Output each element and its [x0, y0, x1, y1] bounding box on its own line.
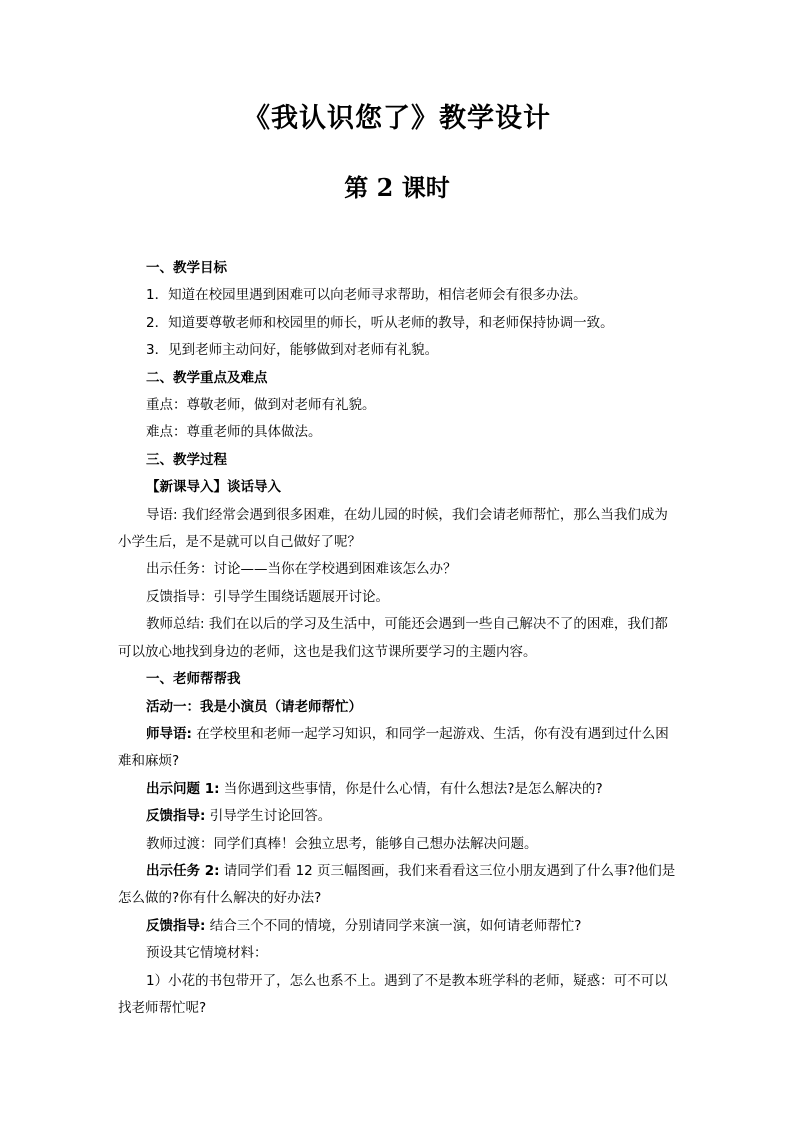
paragraph: [118, 968, 678, 1023]
paragraph: [118, 310, 678, 337]
paragraph-label: 出示问题 1:: [146, 780, 220, 797]
paragraph-text: 一、老师帮帮我: [146, 671, 241, 688]
section-heading: [118, 255, 678, 282]
paragraph-text: 3．见到老师主动问好，能够做到对老师有礼貌。: [146, 342, 439, 359]
paragraph-text: 教师总结: 我们在以后的学习及生活中，可能还会遇到一些自己解决不了的困难，我们都可以放心地找到身边的老师，这也是我们这节课所要学习的主题内容。: [118, 616, 668, 660]
paragraph-text: 二、教学重点及难点: [146, 369, 268, 386]
paragraph-text: 活动一：我是小演员（请老师帮忙）: [146, 698, 362, 715]
paragraph-text: 当你遇到这些事情，你是什么心情，有什么想法?是怎么解决的?: [219, 780, 603, 797]
paragraph-label: 反馈指导:: [146, 917, 206, 934]
document-title: 《我认识您了》教学设计: [243, 103, 551, 134]
paragraph-text: 预设其它情境材料：: [146, 945, 268, 962]
paragraph-text: 【新课导入】谈话导入: [146, 479, 281, 496]
document-body: [118, 255, 678, 1022]
paragraph: [118, 611, 678, 666]
section-heading: [118, 447, 678, 474]
section-heading: [118, 365, 678, 392]
paragraph: [118, 776, 678, 803]
paragraph-text: 难点：尊重老师的具体做法。: [146, 424, 322, 441]
paragraph-text: 一、教学目标: [146, 260, 227, 276]
section-heading: [118, 474, 678, 501]
paragraph: [118, 858, 678, 913]
paragraph-text: 在学校里和老师一起学习知识，和同学一起游戏、生活，你有没有遇到过什么困难和麻烦?: [118, 725, 669, 770]
paragraph-label: 出示任务 2:: [146, 862, 220, 879]
paragraph-text: 重点：尊敬老师，做到对老师有礼貌。: [146, 397, 376, 414]
paragraph: [118, 556, 678, 583]
paragraph: [118, 282, 678, 309]
paragraph: [118, 502, 678, 557]
paragraph-text: 结合三个不同的情境，分别请同学来演一演，如何请老师帮忙?: [205, 917, 582, 934]
paragraph-text: 教师过渡：同学们真棒！会独立思考，能够自己想办法解决问题。: [146, 835, 538, 852]
paragraph: [118, 392, 678, 419]
paragraph: [118, 940, 678, 967]
paragraph: [118, 913, 678, 940]
paragraph-text: 1）小花的书包带开了，怎么也系不上。遇到了不是教本班学科的老师，疑惑：可不可以找老师帮忙呢?: [118, 972, 668, 1016]
paragraph-text: 反馈指导：引导学生围绕话题展开讨论。: [146, 588, 389, 605]
paragraph: [118, 419, 678, 446]
section-heading: [118, 694, 678, 721]
paragraph-text: 三、教学过程: [146, 451, 227, 468]
paragraph: [118, 831, 678, 858]
paragraph-text: 2．知道要尊敬老师和校园里的师长，听从老师的教导，和老师保持协调一致。: [146, 314, 614, 331]
paragraph-text: 导语: 我们经常会遇到很多困难，在幼儿园的时候，我们会请老师帮忙，那么当我们成为小学生后，是不是就可以自己做好了呢？: [118, 506, 668, 551]
paragraph: [118, 337, 678, 364]
paragraph-text: 引导学生讨论回答。: [205, 808, 332, 825]
paragraph: [118, 721, 678, 776]
lesson-subtitle: 第 2 课时: [344, 173, 450, 202]
paragraph-label: 反馈指导:: [146, 808, 206, 825]
paragraph: [118, 803, 678, 830]
paragraph-text: 1．知道在校园里遇到困难可以向老师寻求帮助，相信老师会有很多办法。: [146, 287, 587, 304]
paragraph: [118, 584, 678, 611]
section-heading: [118, 666, 678, 693]
paragraph-label: 师导语:: [146, 725, 192, 742]
paragraph-text: 请同学们看 12 页三幅图画，我们来看看这三位小朋友遇到了什么事?他们是怎么做的?你有什么解决的好办法?: [118, 862, 676, 907]
paragraph-text: 出示任务：讨论——当你在学校遇到困难该怎么办？: [146, 561, 457, 578]
